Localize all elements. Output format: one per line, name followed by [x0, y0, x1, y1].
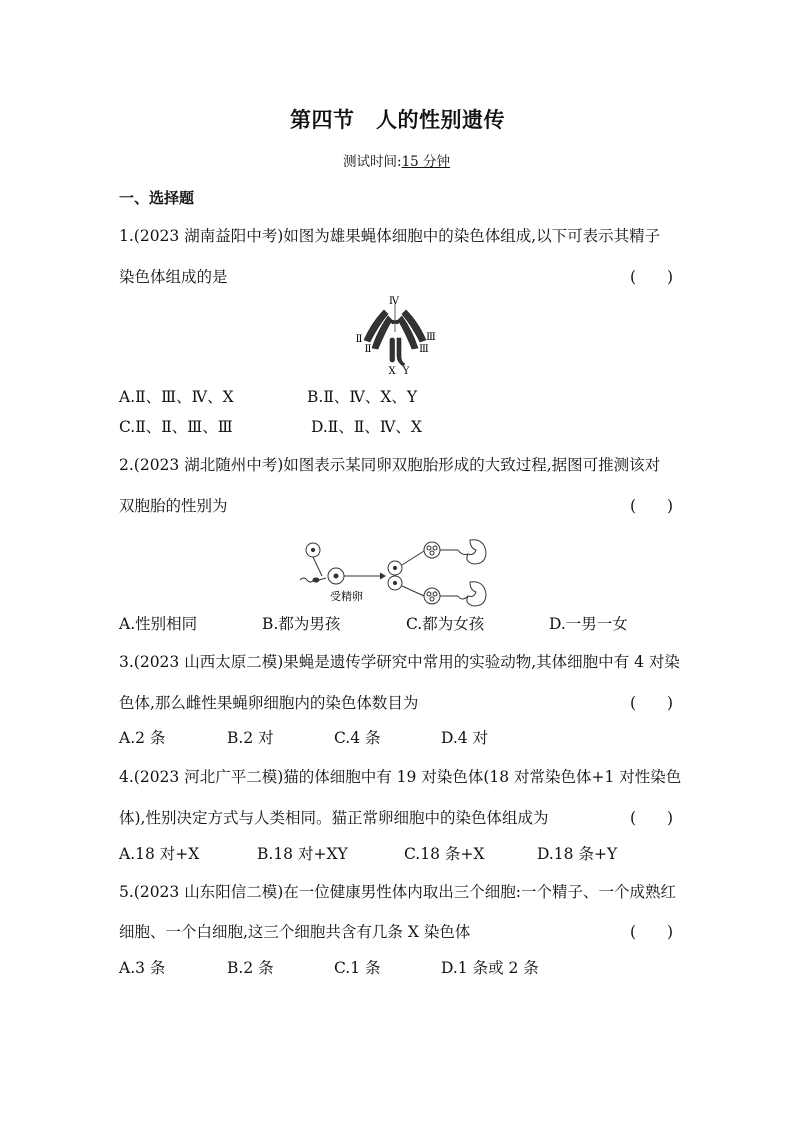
chromosome-y — [397, 338, 405, 366]
sperm-cell — [300, 578, 314, 582]
q4-line1: 4.(2023 河北广平二模)猫的体细胞中有 19 对染色体(18 对常染色体+1 对性染色 — [119, 768, 682, 786]
q4-option-c: C.18 条+X — [404, 845, 485, 863]
fig1-label-ii-b: Ⅱ — [364, 344, 372, 355]
embryo-ball-top — [424, 542, 440, 558]
q4-option-d: D.18 条+Y — [537, 845, 618, 863]
q2-twins-figure — [298, 538, 498, 606]
q1-line2: 染色体组成的是 — [119, 268, 228, 286]
q5-line1: 5.(2023 山东阳信二模)在一位健康男性体内取出三个细胞:一个精子、一个成熟红 — [119, 883, 676, 901]
q5-line2: 细胞、一个白细胞,这三个细胞共含有几条 X 染色体 — [119, 923, 471, 941]
q1-option-d: D.Ⅱ、Ⅱ、Ⅳ、X — [311, 418, 422, 436]
embryo-ball-bottom — [424, 588, 440, 604]
test-time — [343, 150, 450, 170]
q3-answer-paren: ( ) — [630, 694, 674, 712]
q2-option-d: D.一男一女 — [549, 615, 628, 633]
chromosome-iv-a — [391, 320, 395, 324]
q2-option-a: A.性别相同 — [119, 615, 198, 633]
q4-option-b: B.18 对+XY — [257, 845, 348, 863]
q4-option-a: A.18 对+X — [119, 845, 200, 863]
fig1-label-y: Y — [402, 366, 410, 377]
q3-option-a: A.2 条 — [119, 729, 166, 747]
q3-line2: 色体,那么雌性果蝇卵细胞内的染色体数目为 — [119, 694, 419, 712]
q3-line1: 3.(2023 山西太原二模)果蝇是遗传学研究中常用的实验动物,其体细胞中有 4 对染 — [119, 653, 680, 671]
fig1-label-iv: Ⅳ — [389, 296, 399, 307]
q5-option-c: C.1 条 — [334, 959, 381, 977]
page-title: 第四节 人的性别遗传 — [290, 107, 505, 132]
q2-option-b: B.都为男孩 — [262, 615, 341, 633]
section-heading: 一、选择题 — [119, 189, 195, 207]
q2-answer-paren: ( ) — [630, 497, 674, 515]
q5-option-d: D.1 条或 2 条 — [441, 959, 539, 977]
q1-option-c: C.Ⅱ、Ⅱ、Ⅲ、Ⅲ — [119, 418, 233, 436]
fig1-label-iii-a: Ⅲ — [426, 332, 436, 343]
q3-option-c: C.4 条 — [334, 729, 381, 747]
fetus-bottom — [467, 582, 486, 606]
q2-line2: 双胞胎的性别为 — [119, 497, 228, 515]
fig2-zygote-label: 受精卵 — [330, 590, 363, 603]
q2-line1: 2.(2023 湖北随州中考)如图表示某同卵双胞胎形成的大致过程,据图可推测该对 — [119, 456, 661, 474]
q1-option-b: B.Ⅱ、Ⅳ、X、Y — [307, 388, 418, 406]
q1-line1: 1.(2023 湖南益阳中考)如图为雄果蝇体细胞中的染色体组成,以下可表示其精子 — [119, 227, 661, 245]
q1-answer-paren: ( ) — [630, 268, 674, 286]
q3-option-d: D.4 对 — [441, 729, 489, 747]
test-time-value: 15 分钟 — [401, 154, 451, 170]
fetus-top — [467, 540, 486, 564]
q5-answer-paren: ( ) — [630, 923, 674, 941]
q4-answer-paren: ( ) — [630, 809, 674, 827]
q2-option-c: C.都为女孩 — [406, 615, 485, 633]
chromosome-iv-b — [395, 320, 399, 324]
q5-option-a: A.3 条 — [119, 959, 166, 977]
fig1-label-ii-a: Ⅱ — [355, 334, 363, 345]
test-time-label: 测试时间: — [343, 154, 402, 170]
fig1-label-iii-b: Ⅲ — [419, 344, 429, 355]
chromosome-x — [390, 338, 395, 362]
q5-option-b: B.2 条 — [227, 959, 274, 977]
fig1-label-x: X — [388, 366, 396, 377]
q1-option-a: A.Ⅱ、Ⅲ、Ⅳ、X — [119, 388, 234, 406]
q4-line2: 体),性别决定方式与人类相同。猫正常卵细胞中的染色体组成为 — [119, 809, 549, 827]
q1-chromosome-figure — [350, 292, 440, 377]
q3-option-b: B.2 对 — [227, 729, 274, 747]
